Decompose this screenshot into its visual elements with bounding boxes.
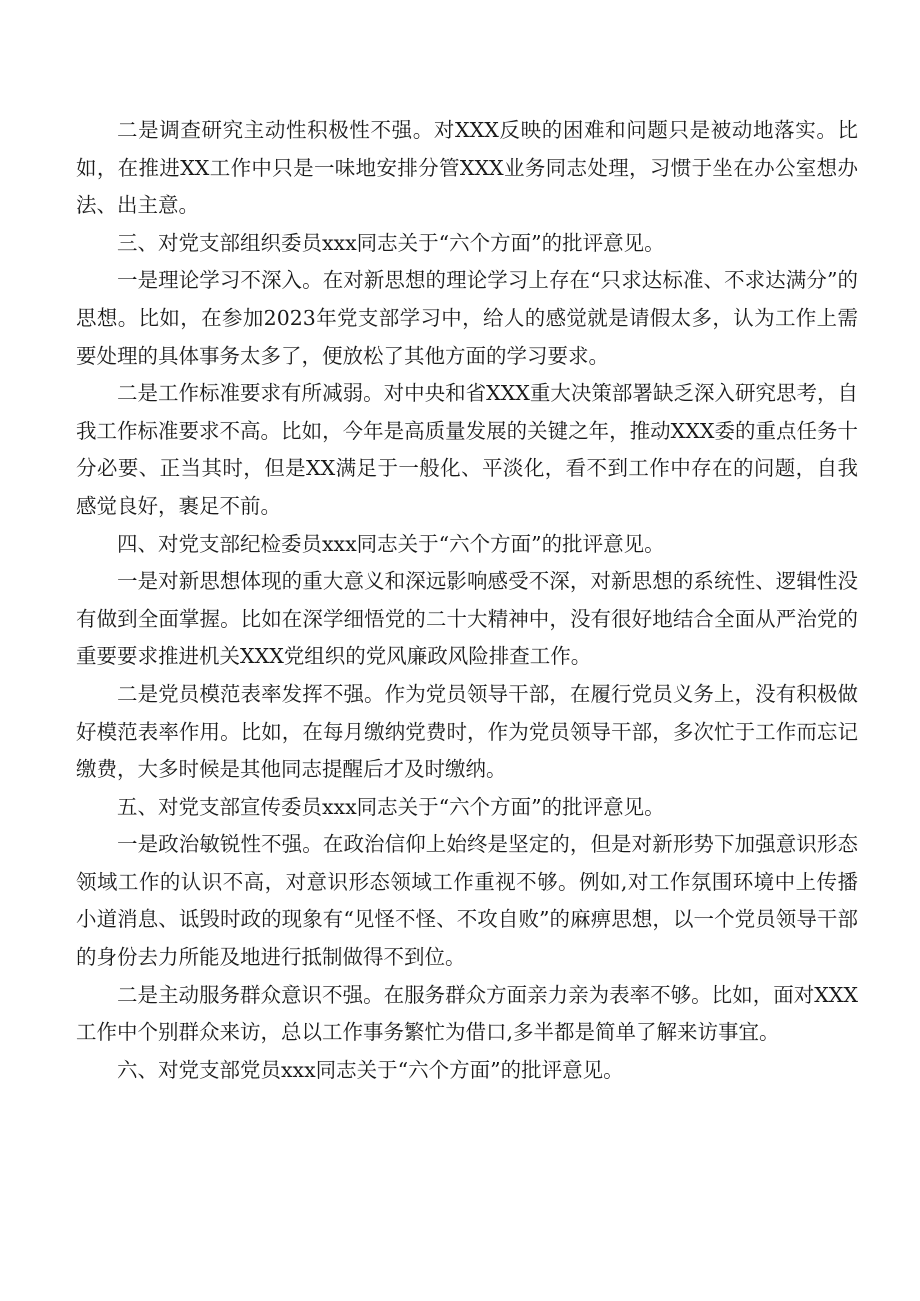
paragraph-5: 二是党员模范表率发挥不强。作为党员领导干部，在履行党员义务上，没有积极做好模范表率作用。比如，在每月缴纳党费时，作为党员领导干部，多次忙于工作而忘记缴费，大多时候是其他同志提醒后才及时缴纳。	[76, 681, 858, 782]
document-body	[76, 112, 858, 1089]
section-heading-6: 六、对党支部党员xxx同志关于“六个方面”的批评意见。	[117, 1057, 624, 1082]
section-heading-3: 三、对党支部组织委员xxx同志关于“六个方面”的批评意见。	[117, 230, 665, 255]
paragraph-4: 一是对新思想体现的重大意义和深远影响感受不深，对新思想的系统性、逻辑性没有做到全面掌握。比如在深学细悟党的二十大精神中，没有很好地结合全面从严治党的重要要求推进机关XXX党组织的党风廉政风险排查工作。	[76, 569, 858, 669]
paragraph-6: 一是政治敏锐性不强。在政治信仰上始终是坚定的，但是对新形势下加强意识形态领域工作的认识不高，对意识形态领域工作重视不够。例如,对工作氛围环境中上传播小道消息、诋毁时政的现象有“见怪不怪、不攻自败”的麻痹思想，以一个党员领导干部的身份去力所能及地进行抵制做得不到位。	[76, 832, 858, 970]
paragraph-2: 一是理论学习不深入。在对新思想的理论学习上存在“只求达标准、不求达满分”的思想。比如，在参加2023年党支部学习中，给人的感觉就是请假太多，认为工作上需要处理的具体事务太多了，便放松了其他方面的学习要求。	[76, 268, 858, 368]
paragraph-7: 二是主动服务群众意识不强。在服务群众方面亲力亲为表率不够。比如，面对XXX工作中个别群众来访，总以工作事务繁忙为借口,多半都是简单了解来访事宜。	[76, 982, 858, 1045]
section-heading-4: 四、对党支部纪检委员xxx同志关于“六个方面”的批评意见。	[117, 531, 665, 556]
paragraph-3: 二是工作标准要求有所减弱。对中央和省XXX重大决策部署缺乏深入研究思考，自我工作标准要求不高。比如，今年是高质量发展的关键之年，推动XXX委的重点任务十分必要、正当其时，但是XX满足于一般化、平淡化，看不到工作中存在的问题，自我感觉良好，裹足不前。	[76, 381, 858, 518]
paragraph-1: 二是调查研究主动性积极性不强。对XXX反映的困难和问题只是被动地落实。比如，在推进XX工作中只是一味地安排分管XXX业务同志处理，习惯于坐在办公室想办法、出主意。	[76, 118, 858, 218]
section-heading-5: 五、对党支部宣传委员xxx同志关于“六个方面”的批评意见。	[117, 794, 665, 819]
